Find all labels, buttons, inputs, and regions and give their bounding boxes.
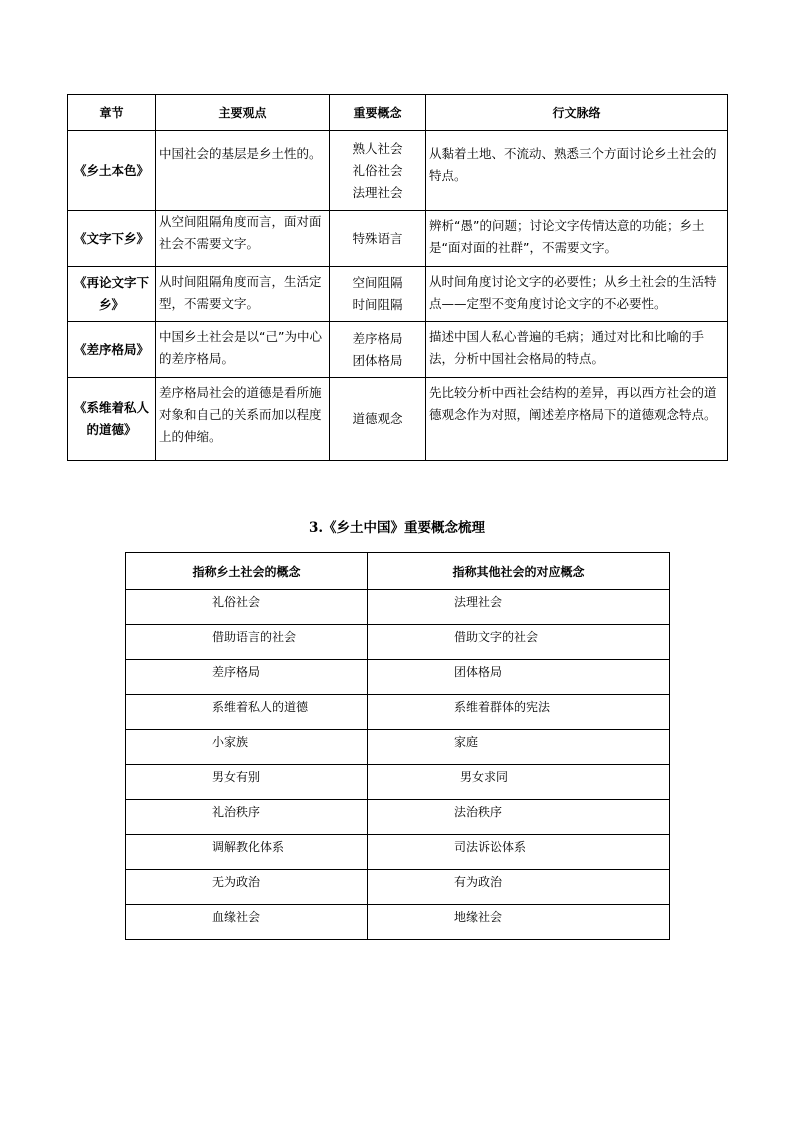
rural-concept-cell: 血缘社会 — [126, 905, 368, 940]
concept-item: 团体格局 — [352, 352, 403, 368]
chapter-cell: 《系维着私人的道德》 — [68, 378, 156, 461]
concept-item: 法理社会 — [352, 184, 403, 200]
table-row — [126, 695, 670, 730]
concept-item: 时间阻隔 — [352, 297, 403, 312]
concept-item: 道德观念 — [352, 411, 403, 426]
table-row — [68, 267, 728, 322]
table-row — [126, 625, 670, 660]
header-main-view: 主要观点 — [156, 95, 330, 131]
concept-cell — [330, 378, 426, 461]
table-header-row — [126, 553, 670, 590]
concept-item: 熟人社会 — [352, 140, 403, 156]
rural-concept-cell: 礼俗社会 — [126, 590, 368, 625]
view-cell: 从空间阻隔角度而言，面对面社会不需要文字。 — [156, 211, 330, 267]
flow-cell: 描述中国人私心普遍的毛病；通过对比和比喻的手法，分析中国社会格局的特点。 — [426, 322, 728, 378]
table-row — [126, 765, 670, 800]
other-concept-cell: 男女求同 — [368, 765, 670, 800]
concept-comparison-table — [125, 552, 670, 940]
table-header-row — [68, 95, 728, 131]
chapter-summary-table — [67, 94, 728, 461]
flow-cell: 先比较分析中西社会结构的差异，再以西方社会的道德观念作为对照，阐述差序格局下的道德观念特点。 — [426, 378, 728, 461]
other-concept-cell: 法理社会 — [368, 590, 670, 625]
view-cell: 从时间阻隔角度而言，生活定型，不需要文字。 — [156, 267, 330, 322]
header-key-concept: 重要概念 — [330, 95, 426, 131]
concept-cell — [330, 267, 426, 322]
concept-item: 特殊语言 — [352, 230, 403, 246]
table-row — [126, 870, 670, 905]
view-cell: 中国社会的基层是乡土性的。 — [156, 131, 330, 211]
concept-cell — [330, 131, 426, 211]
table-row — [68, 131, 728, 211]
chapter-cell: 《乡土本色》 — [68, 131, 156, 211]
concept-item: 空间阻隔 — [352, 275, 403, 290]
table-row — [126, 835, 670, 870]
table-row — [68, 378, 728, 461]
table-row — [126, 660, 670, 695]
chapter-cell: 《差序格局》 — [68, 322, 156, 378]
other-concept-cell: 家庭 — [368, 730, 670, 765]
chapter-cell: 《再论文字下乡》 — [68, 267, 156, 322]
section-title: 3.《乡土中国》重要概念梳理 — [308, 520, 486, 536]
view-cell: 中国乡土社会是以“己”为中心的差序格局。 — [156, 322, 330, 378]
rural-concept-cell: 礼治秩序 — [126, 800, 368, 835]
view-cell: 差序格局社会的道德是看所施对象和自己的关系而加以程度上的伸缩。 — [156, 378, 330, 461]
concept-cell — [330, 211, 426, 267]
rural-concept-cell: 借助语言的社会 — [126, 625, 368, 660]
concept-item: 礼俗社会 — [352, 162, 403, 178]
rural-concept-cell: 系维着私人的道德 — [126, 695, 368, 730]
rural-concept-cell: 无为政治 — [126, 870, 368, 905]
header-chapter: 章节 — [68, 95, 156, 131]
table-row — [126, 800, 670, 835]
flow-cell: 从时间角度讨论文字的必要性；从乡土社会的生活特点——定型不变角度讨论文字的不必要性。 — [426, 267, 728, 322]
header-writing-flow: 行文脉络 — [426, 95, 728, 131]
rural-concept-cell: 差序格局 — [126, 660, 368, 695]
other-concept-cell: 团体格局 — [368, 660, 670, 695]
concept-cell — [330, 322, 426, 378]
table-row — [126, 730, 670, 765]
table-row — [126, 590, 670, 625]
other-concept-cell: 司法诉讼体系 — [368, 835, 670, 870]
rural-concept-cell: 男女有别 — [126, 765, 368, 800]
other-concept-cell: 系维着群体的宪法 — [368, 695, 670, 730]
header-other-concept: 指称其他社会的对应概念 — [368, 553, 670, 590]
table-row — [68, 322, 728, 378]
other-concept-cell: 地缘社会 — [368, 905, 670, 940]
other-concept-cell: 有为政治 — [368, 870, 670, 905]
flow-cell: 辨析“愚”的问题；讨论文字传情达意的功能；乡土是“面对面的社群”，不需要文字。 — [426, 211, 728, 267]
header-rural-concept: 指称乡土社会的概念 — [126, 553, 368, 590]
concept-item: 差序格局 — [352, 330, 403, 346]
table-row — [126, 905, 670, 940]
other-concept-cell: 法治秩序 — [368, 800, 670, 835]
rural-concept-cell: 小家族 — [126, 730, 368, 765]
flow-cell: 从黏着土地、不流动、熟悉三个方面讨论乡土社会的特点。 — [426, 131, 728, 211]
table-row — [68, 211, 728, 267]
other-concept-cell: 借助文字的社会 — [368, 625, 670, 660]
rural-concept-cell: 调解教化体系 — [126, 835, 368, 870]
chapter-cell: 《文字下乡》 — [68, 211, 156, 267]
